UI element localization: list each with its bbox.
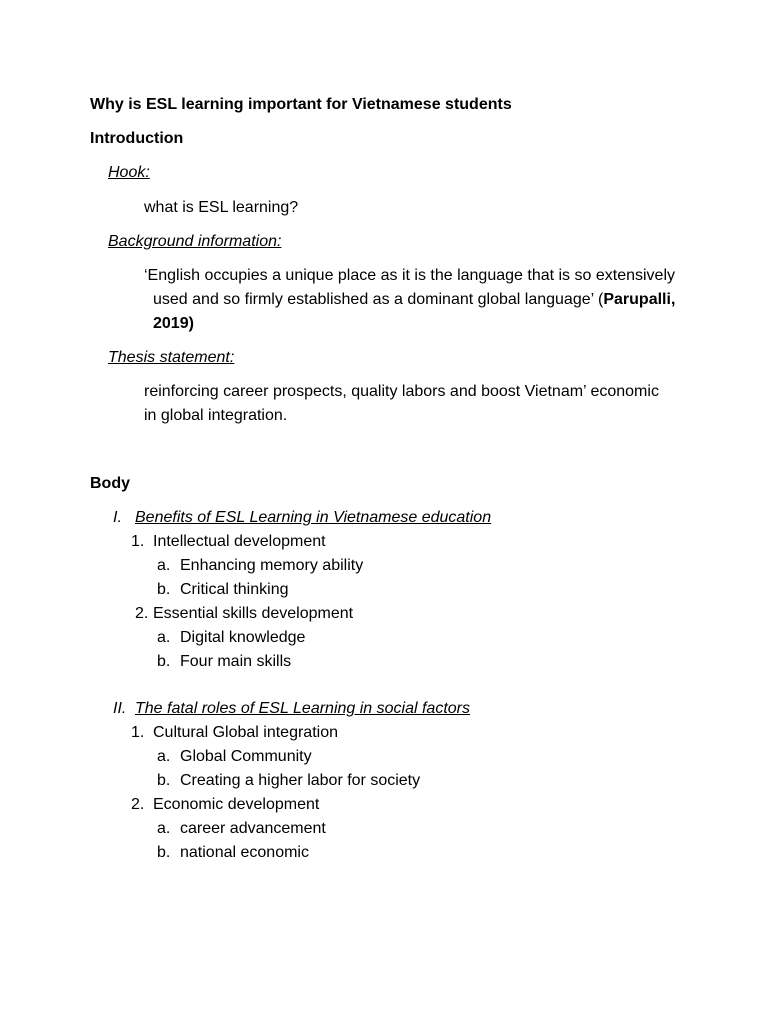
sub-list-item [157,843,309,863]
sub-list-item [157,628,305,648]
citation-year: 2019) [153,315,194,332]
list-item-number: 2. [135,605,149,622]
sub-list-item [157,556,363,576]
section-title: Benefits of ESL Learning in Vietnamese education [135,509,492,526]
sub-list-item-letter: a. [157,557,171,574]
section-numeral: I. [113,509,122,526]
list-item-label: Essential skills development [153,605,354,622]
sub-list-item-label: Four main skills [180,653,292,670]
citation-author: Parupalli, [603,291,676,308]
background-quote-line1: ‘English occupies a unique place as it is the language that is so extensively [144,267,675,284]
list-item [131,795,319,815]
sub-list-item-letter: b. [157,844,171,861]
sub-list-item [157,747,312,767]
sub-list-item-label: Digital knowledge [180,629,306,646]
sub-list-item-label: national economic [180,844,309,861]
list-item-label: Intellectual development [153,533,326,550]
list-item-number: 1. [131,724,145,741]
section-heading [113,699,470,719]
sub-list-item-letter: b. [157,653,171,670]
list-item-number: 1. [131,533,145,550]
sub-list-item-letter: b. [157,772,171,789]
list-item [131,532,326,552]
sub-list-item-letter: a. [157,748,171,765]
thesis-line2: in global integration. [144,407,288,424]
introduction-heading: Introduction [90,130,184,147]
section-title: The fatal roles of ESL Learning in social factors [135,700,470,717]
sub-list-item-label: Enhancing memory ability [180,557,364,574]
thesis-line1: reinforcing career prospects, quality labors and boost Vietnam’ economic [144,383,659,400]
list-item-label: Economic development [153,796,320,813]
list-item-number: 2. [131,796,145,813]
sub-list-item-letter: a. [157,629,171,646]
sub-list-item [157,771,420,791]
sub-list-item-letter: a. [157,820,171,837]
sub-list-item-letter: b. [157,581,171,598]
sub-list-item-label: Global Community [180,748,312,765]
document-title: Why is ESL learning important for Vietnamese students [90,96,512,113]
hook-text: what is ESL learning? [144,199,299,216]
sub-list-item [157,819,326,839]
background-quote-text: used and so firmly established as a dominant global language’ ( [153,291,604,308]
list-item-label: Cultural Global integration [153,724,338,741]
sub-list-item-label: Critical thinking [180,581,289,598]
sub-list-item-label: career advancement [180,820,326,837]
hook-label: Hook: [108,164,150,181]
body-heading: Body [90,475,130,492]
section-numeral: II. [113,700,127,717]
background-label: Background information: [108,233,282,250]
background-quote-line2 [153,290,675,310]
list-item [131,723,338,743]
thesis-label: Thesis statement: [108,349,235,366]
sub-list-item [157,580,288,600]
list-item [135,604,353,624]
section-heading [113,508,491,528]
sub-list-item [157,652,291,672]
sub-list-item-label: Creating a higher labor for society [180,772,421,789]
